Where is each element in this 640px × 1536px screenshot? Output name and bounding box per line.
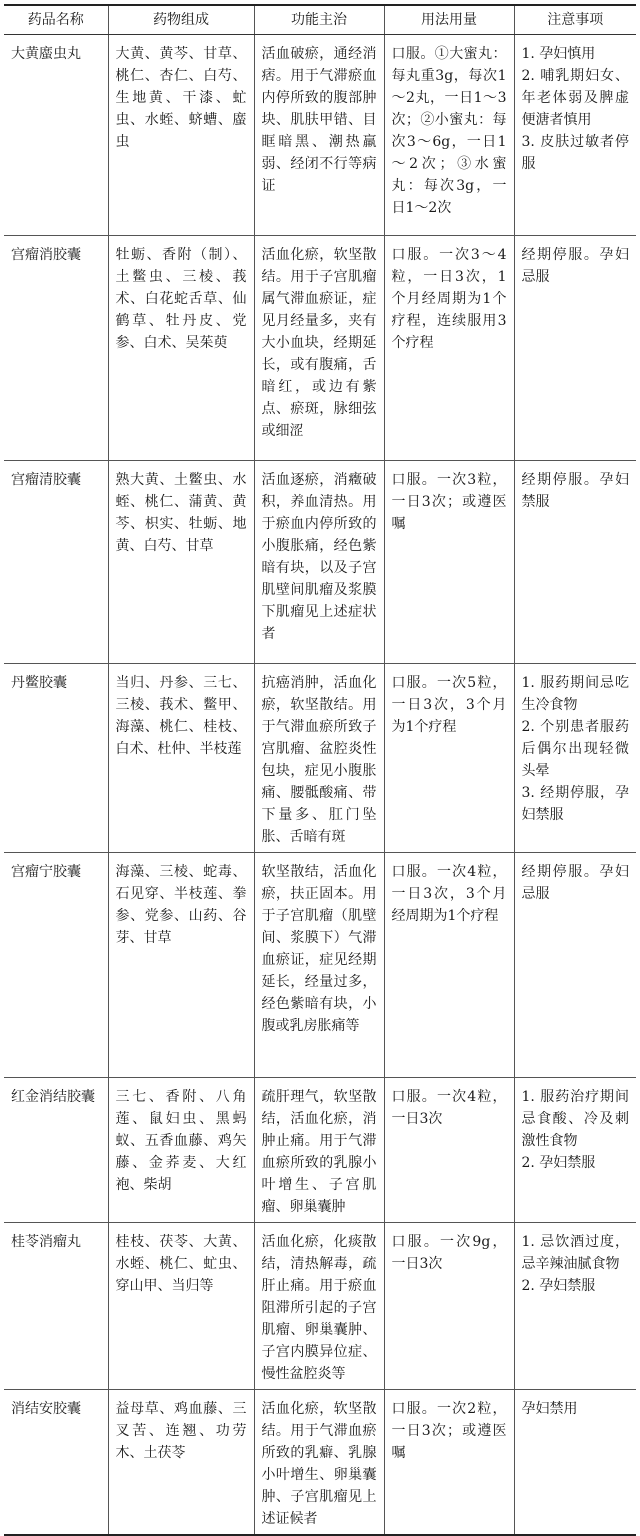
table-row xyxy=(4,1390,636,1536)
notes-cell xyxy=(514,35,636,236)
note-line: 2. 孕妇禁服 xyxy=(521,1278,596,1294)
usage-cell: 口服。一次9g，一日3次 xyxy=(384,1223,514,1390)
function-cell: 疏肝理气，软坚散结，活血化瘀，消肿止痛。用于气滞血瘀所致的乳腺小叶增生、子宫肌瘤、卵巢囊肿 xyxy=(254,1078,384,1223)
note-line: 1. 服药治疗期间忌食酸、冷及刺激性食物 xyxy=(521,1089,629,1149)
note-line: 2. 个别患者服药后偶尔出现轻微头晕 xyxy=(521,719,629,779)
drug-name-cell: 桂苓消瘤丸 xyxy=(4,1223,108,1390)
table-row xyxy=(4,35,636,236)
note-line: 经期停服。孕妇忌服 xyxy=(521,247,629,285)
notes-cell xyxy=(514,664,636,853)
table-row xyxy=(4,1078,636,1223)
table-row xyxy=(4,461,636,664)
drug-name-cell: 宫瘤清胶囊 xyxy=(4,461,108,664)
note-line: 1. 忌饮酒过度，忌辛辣油腻食物 xyxy=(521,1234,629,1272)
table-row xyxy=(4,664,636,853)
note-line: 孕妇禁用 xyxy=(521,1401,578,1417)
note-line: 2. 哺乳期妇女、年老体弱及脾虚便溏者慎用 xyxy=(521,68,629,128)
drug-name-cell: 宫瘤宁胶囊 xyxy=(4,853,108,1078)
function-cell: 活血化瘀，软坚散结。用于子宫肌瘤属气滞血瘀证，症见月经量多，夹有大小血块，经期延长，或有腹痛，舌暗红，或边有紫点、瘀斑，脉细弦或细涩 xyxy=(254,236,384,461)
usage-cell: 口服。一次2粒，一日3次；或遵医嘱 xyxy=(384,1390,514,1536)
header-usage: 用法用量 xyxy=(384,5,514,35)
usage-cell: 口服。一次4粒，一日3次 xyxy=(384,1078,514,1223)
header-composition: 药物组成 xyxy=(108,5,254,35)
function-cell: 活血逐瘀，消癥破积，养血清热。用于瘀血内停所致的小腹胀痛，经色紫暗有块，以及子宫肌壁间肌瘤及浆膜下肌瘤见上述症状者 xyxy=(254,461,384,664)
drug-name-cell: 丹鳖胶囊 xyxy=(4,664,108,853)
notes-cell xyxy=(514,1223,636,1390)
composition-cell: 牡蛎、香附（制）、土鳖虫、三棱、莪术、白花蛇舌草、仙鹤草、牡丹皮、党参、白术、吴茱萸 xyxy=(108,236,254,461)
header-drug-name: 药品名称 xyxy=(4,5,108,35)
note-line: 1. 孕妇慎用 xyxy=(521,46,596,62)
notes-cell xyxy=(514,1078,636,1223)
drug-name-cell: 宫瘤消胶囊 xyxy=(4,236,108,461)
note-line: 2. 孕妇禁服 xyxy=(521,1155,596,1171)
notes-cell xyxy=(514,853,636,1078)
composition-cell: 熟大黄、土鳖虫、水蛭、桃仁、蒲黄、黄芩、枳实、牡蛎、地黄、白芍、甘草 xyxy=(108,461,254,664)
note-line: 1. 服药期间忌吃生冷食物 xyxy=(521,675,629,713)
note-line: 经期停服。孕妇禁服 xyxy=(521,472,629,510)
drug-table-container xyxy=(4,4,636,1536)
composition-cell: 益母草、鸡血藤、三叉苦、连翘、功劳木、土茯苓 xyxy=(108,1390,254,1536)
table-row xyxy=(4,1223,636,1390)
table-row xyxy=(4,236,636,461)
notes-cell xyxy=(514,461,636,664)
usage-cell: 口服。一次3粒，一日3次；或遵医嘱 xyxy=(384,461,514,664)
function-cell: 抗癌消肿，活血化瘀，软坚散结。用于气滞血瘀所致子宫肌瘤、盆腔炎性包块，症见小腹胀痛、腰骶酸痛、带下量多、肛门坠胀、舌暗有斑 xyxy=(254,664,384,853)
note-line: 3. 经期停服，孕妇禁服 xyxy=(521,785,629,823)
notes-cell xyxy=(514,236,636,461)
function-cell: 活血破瘀，通经消痞。用于气滞瘀血内停所致的腹部肿块、肌肤甲错、目眶暗黑、潮热羸弱、经闭不行等病证 xyxy=(254,35,384,236)
composition-cell: 桂枝、茯苓、大黄、水蛭、桃仁、虻虫、穿山甲、当归等 xyxy=(108,1223,254,1390)
drug-name-cell: 红金消结胶囊 xyxy=(4,1078,108,1223)
table-header-row xyxy=(4,5,636,35)
function-cell: 软坚散结，活血化瘀，扶正固本。用于子宫肌瘤（肌壁间、浆膜下）气滞血瘀证，症见经期延长，经量过多，经色紫暗有块，小腹或乳房胀痛等 xyxy=(254,853,384,1078)
usage-cell: 口服。①大蜜丸：每丸重3g，每次1～2丸，一日1～3次；②小蜜丸：每次3～6g，一日1～2次；③水蜜丸：每次3g，一日1～2次 xyxy=(384,35,514,236)
header-function: 功能主治 xyxy=(254,5,384,35)
composition-cell: 当归、丹参、三七、三棱、莪术、鳖甲、海藻、桃仁、桂枝、白术、杜仲、半枝莲 xyxy=(108,664,254,853)
usage-cell: 口服。一次5粒，一日3次，3个月为1个疗程 xyxy=(384,664,514,853)
function-cell: 活血化瘀，化痰散结，清热解毒，疏肝止痛。用于瘀血阻滞所引起的子宫肌瘤、卵巢囊肿、子宫内膜异位症、慢性盆腔炎等 xyxy=(254,1223,384,1390)
function-cell: 活血化瘀，软坚散结。用于气滞血瘀所致的乳癖、乳腺小叶增生、卵巢囊肿、子宫肌瘤见上述证候者 xyxy=(254,1390,384,1536)
drug-table xyxy=(4,4,636,1536)
table-row xyxy=(4,853,636,1078)
composition-cell: 海藻、三棱、蛇毒、石见穿、半枝莲、拳参、党参、山药、谷芽、甘草 xyxy=(108,853,254,1078)
usage-cell: 口服。一次4粒，一日3次，3个月经周期为1个疗程 xyxy=(384,853,514,1078)
note-line: 经期停服。孕妇忌服 xyxy=(521,864,629,902)
note-line: 3. 皮肤过敏者停服 xyxy=(521,134,629,172)
drug-name-cell: 大黄䗪虫丸 xyxy=(4,35,108,236)
drug-name-cell: 消结安胶囊 xyxy=(4,1390,108,1536)
usage-cell: 口服。一次3～4粒，一日3次，1个月经周期为1个疗程，连续服用3个疗程 xyxy=(384,236,514,461)
composition-cell: 三七、香附、八角莲、鼠妇虫、黑蚂蚁、五香血藤、鸡矢藤、金荞麦、大红袍、柴胡 xyxy=(108,1078,254,1223)
header-notes: 注意事项 xyxy=(514,5,636,35)
composition-cell: 大黄、黄芩、甘草、桃仁、杏仁、白芍、生地黄、干漆、虻虫、水蛭、蛴螬、䗪虫 xyxy=(108,35,254,236)
notes-cell xyxy=(514,1390,636,1536)
